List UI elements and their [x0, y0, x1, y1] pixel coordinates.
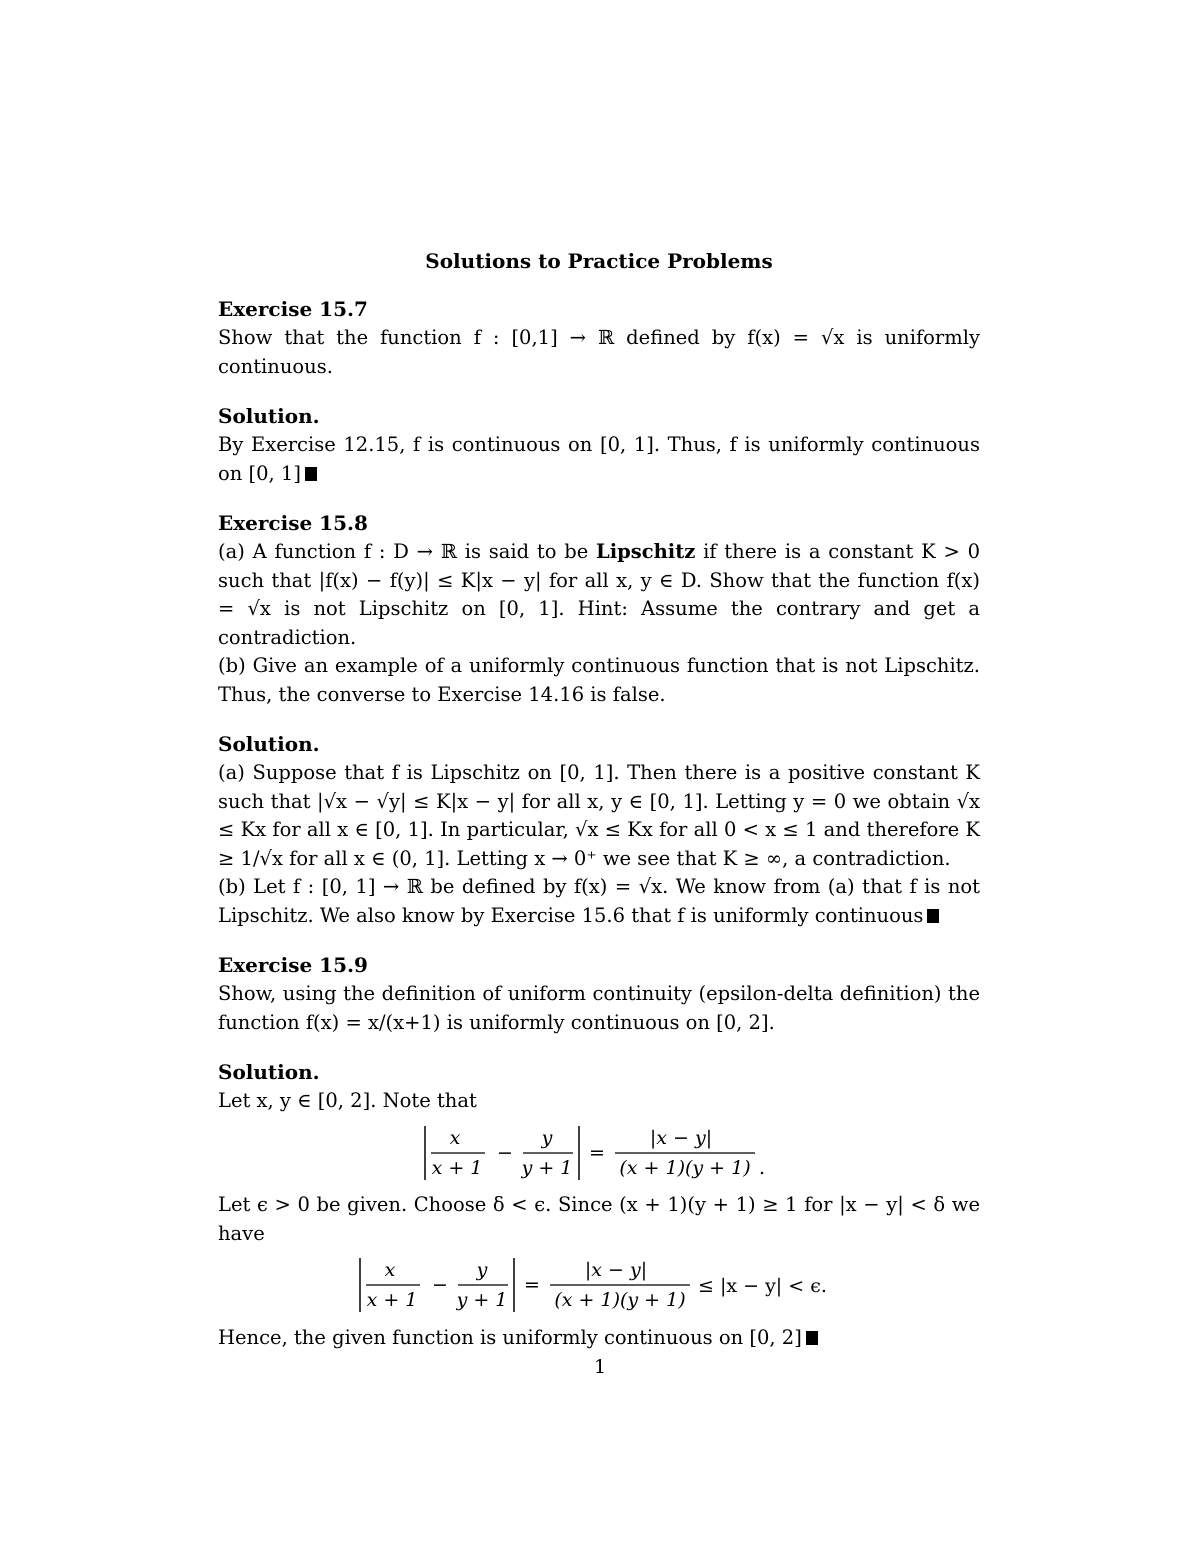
svg-text:=: = — [524, 1274, 540, 1296]
svg-text:x + 1: x + 1 — [431, 1156, 483, 1179]
svg-text:y: y — [476, 1259, 488, 1281]
equation-2-graphic — [354, 1254, 844, 1316]
svg-text:=: = — [589, 1141, 605, 1164]
svg-text:y: y — [541, 1126, 553, 1149]
svg-text:y + 1: y + 1 — [456, 1289, 508, 1311]
solution-15-9-middle: Let ϵ > 0 be given. Choose δ < ϵ. Since (x + 1)(y + 1) ≥ 1 for |x − y| < δ we have — [218, 1193, 980, 1245]
svg-text:(x + 1)(y + 1): (x + 1)(y + 1) — [554, 1289, 686, 1311]
qed-icon — [927, 909, 939, 923]
equation-1 — [218, 1122, 980, 1188]
qed-icon — [806, 1331, 818, 1345]
svg-text:y + 1: y + 1 — [521, 1156, 573, 1179]
svg-text:x: x — [384, 1259, 396, 1281]
svg-text:(x + 1)(y + 1): (x + 1)(y + 1) — [619, 1156, 751, 1179]
svg-text:x + 1: x + 1 — [366, 1289, 418, 1311]
svg-text:−: − — [497, 1141, 513, 1164]
solution-15-7-heading: Solution. — [218, 404, 320, 428]
solution-15-9-intro: Let x, y ∈ [0, 2]. Note that — [218, 1089, 477, 1112]
svg-text:|x − y|: |x − y| — [584, 1259, 648, 1281]
solution-15-8-heading: Solution. — [218, 732, 320, 756]
lipschitz-term: Lipschitz — [596, 540, 696, 563]
solution-15-8-part-a: (a) Suppose that f is Lipschitz on [0, 1]. Then there is a positive constant K such that |√x − √y| ≤ K|x − y| for all x, y ∈ [0, 1]. Letting y = 0 we obtain √x ≤ Kx for all x ∈ [0, 1]. In particular, √x ≤ Kx for all 0 < x ≤ 1 and therefore K ≥ 1/√x for all x ∈ (0, 1]. Letting x → 0⁺ we see that K ≥ ∞, a contradiction. — [218, 761, 980, 870]
exercise-15-7-heading: Exercise 15.7 — [218, 297, 368, 321]
solution-15-8-part-b: (b) Let f : [0, 1] → ℝ be defined by f(x) = √x. We know from (a) that f is not Lipschitz. We also know by Exercise 15.6 that f is uniformly continuous — [218, 875, 980, 927]
qed-icon — [305, 467, 317, 481]
exercise-15-8-heading: Exercise 15.8 — [218, 511, 368, 535]
page-number: 1 — [593, 1356, 607, 1378]
exercise-15-8-part-a: (a) A function f : D → ℝ is said to be Lipschitz if there is a constant K > 0 such that |f(x) − f(y)| ≤ K|x − y| for all x, y ∈ D. Show that the function f(x) = √x is not Lipschitz on [0, 1]. Hint: Assume the contrary and get a contradiction. — [218, 540, 981, 649]
exercise-15-8-part-b: (b) Give an example of a uniformly continuous function that is not Lipschitz. Thus, the converse to Exercise 14.16 is false. — [218, 654, 980, 706]
exercise-15-7-statement: Show that the function f : [0,1] → ℝ defined by f(x) = √x is uniformly continuous. — [218, 326, 980, 378]
svg-text:|x − y|: |x − y| — [649, 1126, 713, 1149]
equation-1-graphic — [419, 1122, 779, 1184]
equation-1-tail: . — [759, 1156, 766, 1179]
exercise-15-9-statement: Show, using the definition of uniform continuity (epsilon-delta definition) the function f(x) = x/(x+1) is uniformly continuous on [0, 2]. — [218, 982, 980, 1034]
solution-15-7-text: By Exercise 12.15, f is continuous on [0, 1]. Thus, f is uniformly continuous on [0, 1] — [218, 433, 980, 485]
page-title: Solutions to Practice Problems — [425, 249, 773, 273]
solution-15-9-heading: Solution. — [218, 1060, 320, 1084]
equation-2 — [218, 1254, 980, 1320]
exercise-15-9-heading: Exercise 15.9 — [218, 953, 368, 977]
svg-text:−: − — [432, 1274, 448, 1296]
equation-2-tail: ≤ |x − y| < ϵ. — [698, 1275, 827, 1297]
document-page — [218, 246, 980, 1352]
svg-text:x: x — [449, 1126, 461, 1149]
solution-15-9-conclusion: Hence, the given function is uniformly continuous on [0, 2] — [218, 1324, 980, 1353]
